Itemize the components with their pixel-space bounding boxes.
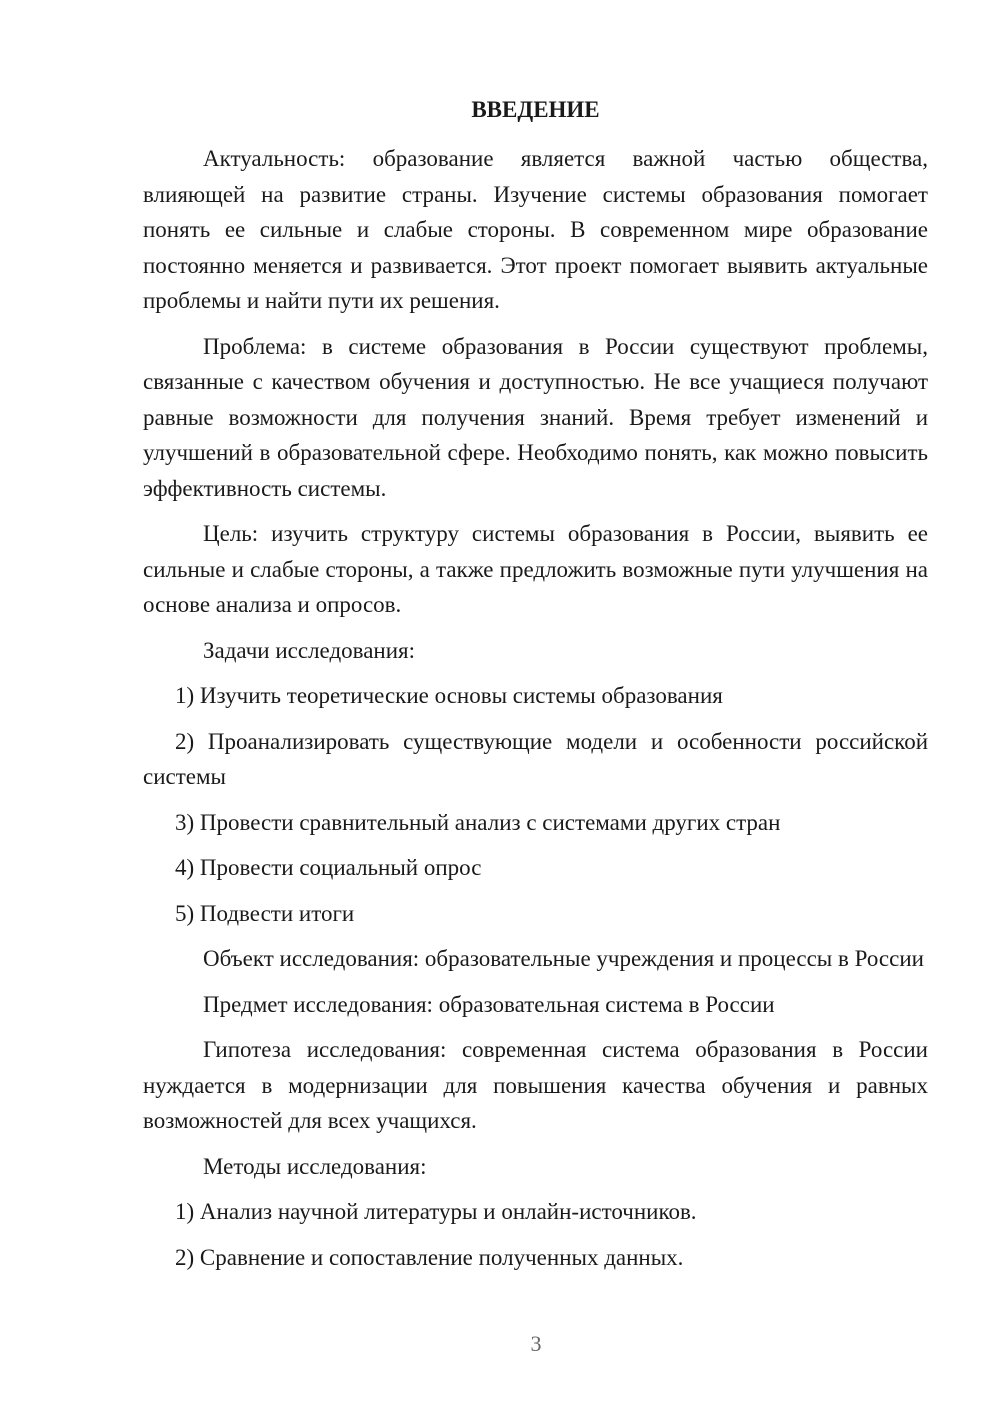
problem-paragraph: Проблема: в системе образования в России существуют проблемы, связанные с качеством обучения и доступностью. Не все учащиеся получают равные возможности для получения знаний. Время требует изменений и улучшений в образовательной сфере. Необходимо понять, как можно повысить эффективность системы. [143,333,928,501]
method-item-1: 1) Анализ научной литературы и онлайн-источников. [175,1199,697,1224]
goal-paragraph: Цель: изучить структуру системы образования в России, выявить ее сильные и слабые стороны, а также предложить возможные пути улучшения на основе анализа и опросов. [143,521,928,617]
document-body [143,92,928,1285]
section-title: ВВЕДЕНИЕ [471,97,600,122]
object-paragraph: Объект исследования: образовательные учреждения и процессы в России [203,946,924,971]
task-item-4: 4) Провести социальный опрос [175,855,482,880]
relevance-paragraph: Актуальность: образование является важной частью общества, влияющей на развитие страны. Изучение системы образования помогает понять ее сильные и слабые стороны. В современном мире образование постоянно меняется и развивается. Этот проект помогает выявить актуальные проблемы и найти пути их решения. [143,146,928,313]
task-item-5: 5) Подвести итоги [175,900,355,926]
task-item-3: 3) Провести сравнительный анализ с системами других стран [175,809,781,835]
methods-heading: Методы исследования: [203,1153,427,1179]
hypothesis-paragraph: Гипотеза исследования: современная система образования в России нуждается в модернизации для повышения качества обучения и равных возможностей для всех учащихся. [143,1037,928,1133]
task-item-1: 1) Изучить теоретические основы системы образования [175,683,723,708]
page-number: 3 [530,1331,542,1356]
method-item-2: 2) Сравнение и сопоставление полученных данных. [175,1244,684,1270]
task-item-2: 2) Проанализировать существующие модели и особенности российской системы [143,728,928,789]
subject-paragraph: Предмет исследования: образовательная система в России [203,991,775,1017]
tasks-heading: Задачи исследования: [203,637,416,663]
